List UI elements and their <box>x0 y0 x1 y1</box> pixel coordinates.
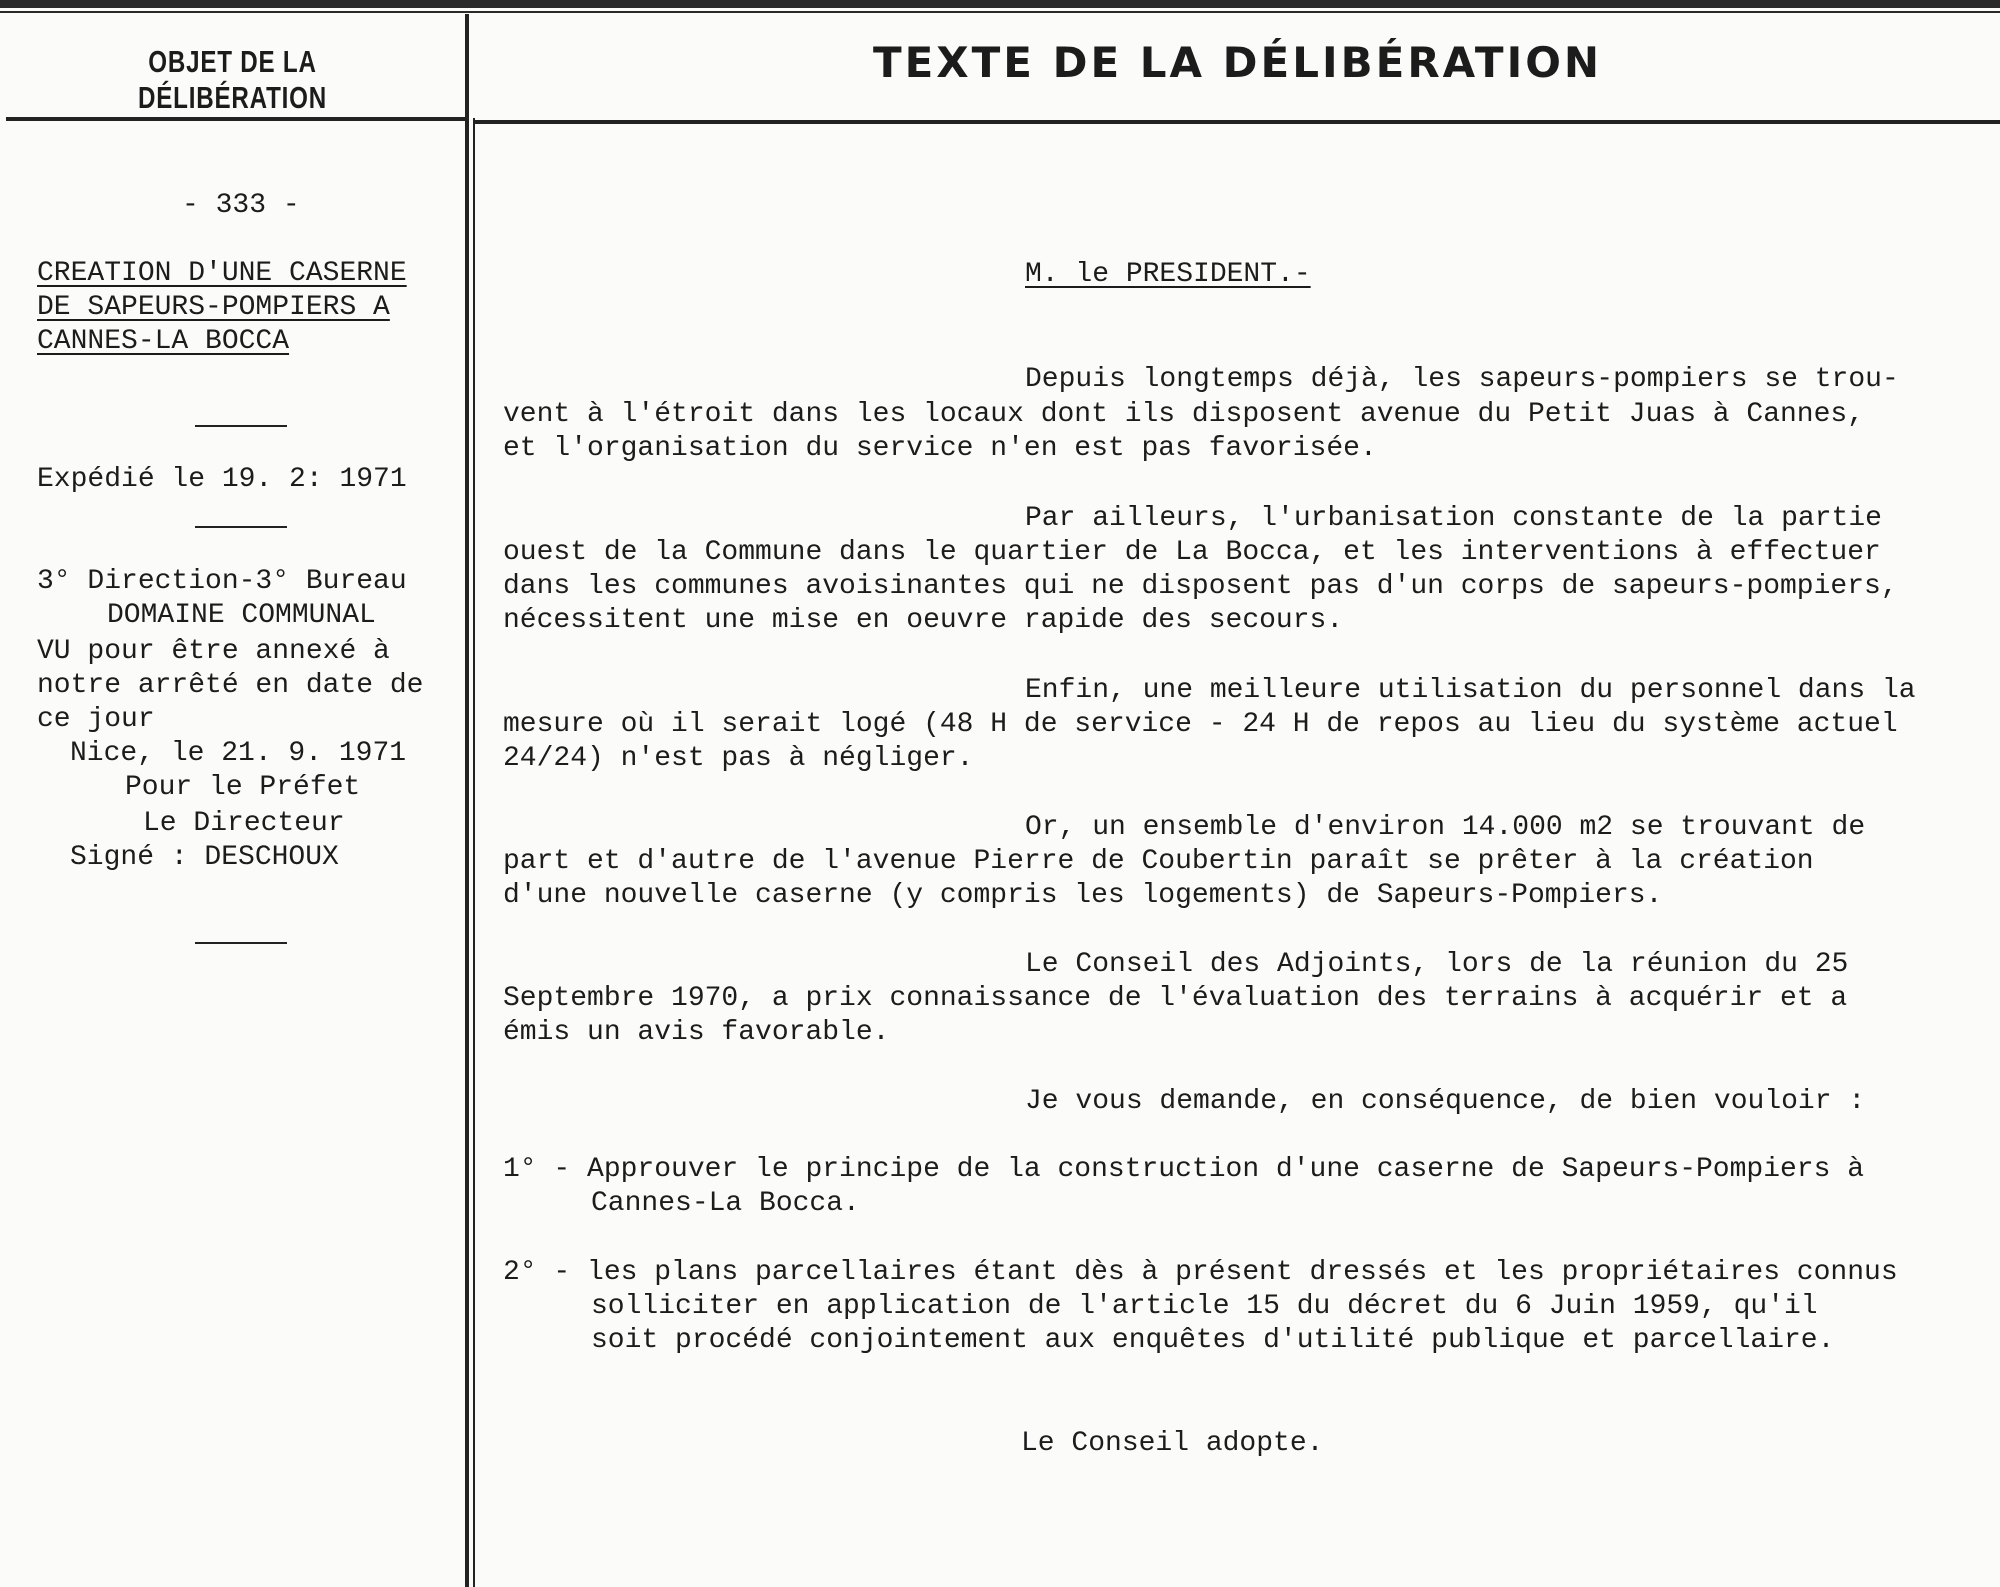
separator-1 <box>195 425 287 427</box>
para3-line1: Enfin, une meilleure utilisation du personnel dans la <box>1025 675 1916 706</box>
subject-line-2: DE SAPEURS-POMPIERS A <box>37 292 390 323</box>
para1-line3: et l'organisation du service n'en est pas favorisée. <box>503 433 1377 464</box>
place-date: Nice, le 21. 9. 1971 <box>70 738 407 769</box>
para2-line3: dans les communes avoisinantes qui ne disposent pas d'un corps de sapeurs-pompiers, <box>503 571 1898 602</box>
para1-line1: Depuis longtemps déjà, les sapeurs-pompiers se trou- <box>1025 364 1899 395</box>
para4-line1: Or, un ensemble d'environ 14.000 m2 se trouvant de <box>1025 812 1866 843</box>
closing-statement: Le Conseil adopte. <box>1021 1428 1324 1459</box>
para4-line3: d'une nouvelle caserne (y compris les logements) de Sapeurs-Pompiers. <box>503 880 1663 911</box>
left-header-rule <box>6 117 465 121</box>
speaker-heading: M. le PRESIDENT.- <box>1025 259 1311 290</box>
item1-line1: 1° - Approuver le principe de la construction d'une caserne de Sapeurs-Pompiers à <box>503 1154 1865 1185</box>
signature: Signé : DESCHOUX <box>70 842 339 873</box>
column-divider <box>465 14 469 1587</box>
approval-line-2: notre arrêté en date de <box>37 670 424 701</box>
para5-line2: Septembre 1970, a prix connaissance de l'évaluation des terrains à acquérir et a <box>503 983 1848 1014</box>
separator-3 <box>195 942 287 944</box>
approval-line-1: VU pour être annexé à <box>37 636 390 667</box>
left-column-header: OBJET DE LA DÉLIBÉRATION <box>138 44 327 115</box>
para2-line4: nécessitent une mise en oeuvre rapide des secours. <box>503 605 1344 636</box>
subject-line-1: CREATION D'UNE CASERNE <box>37 258 407 289</box>
para3-line2: mesure où il serait logé (48 H de service - 24 H de repos au lieu du système actuel <box>503 709 1898 740</box>
top-border-thin <box>0 11 2000 13</box>
para5-line3: émis un avis favorable. <box>503 1017 890 1048</box>
right-header-rule <box>475 120 2000 124</box>
deliberation-number: - 333 - <box>182 190 300 221</box>
item2-line1: 2° - les plans parcellaires étant dès à présent dressés et les propriétaires connus <box>503 1257 1898 1288</box>
column-divider-inner <box>473 118 475 1587</box>
para2-line1: Par ailleurs, l'urbanisation constante de la partie <box>1025 503 1882 534</box>
top-border <box>0 0 2000 8</box>
sent-date: Expédié le 19. 2: 1971 <box>37 464 407 495</box>
para1-line2: vent à l'étroit dans les locaux dont ils disposent avenue du Petit Juas à Cannes, <box>503 399 1865 430</box>
para6: Je vous demande, en conséquence, de bien vouloir : <box>1025 1086 1866 1117</box>
item2-line2: solliciter en application de l'article 15 du décret du 6 Juin 1959, qu'il <box>591 1291 1818 1322</box>
para2-line2: ouest de la Commune dans le quartier de La Bocca, et les interventions à effectuer <box>503 537 1881 568</box>
approval-line-3: ce jour <box>37 704 155 735</box>
domaine-communal: DOMAINE COMMUNAL <box>107 600 376 631</box>
item2-line3: soit procédé conjointement aux enquêtes d'utilité publique et parcellaire. <box>591 1325 1835 1356</box>
pour-le-prefet: Pour le Préfet <box>125 772 361 803</box>
le-directeur: Le Directeur <box>143 808 345 839</box>
separator-2 <box>195 526 287 528</box>
item1-line2: Cannes-La Bocca. <box>591 1188 860 1219</box>
subject-line-3: CANNES-LA BOCCA <box>37 326 290 357</box>
direction: 3° Direction-3° Bureau <box>37 566 407 597</box>
right-column-header: TEXTE DE LA DÉLIBÉRATION <box>872 38 1603 87</box>
para3-line3: 24/24) n'est pas à négliger. <box>503 743 974 774</box>
para5-line1: Le Conseil des Adjoints, lors de la réunion du 25 <box>1025 949 1849 980</box>
para4-line2: part et d'autre de l'avenue Pierre de Coubertin paraît se prêter à la création <box>503 846 1814 877</box>
